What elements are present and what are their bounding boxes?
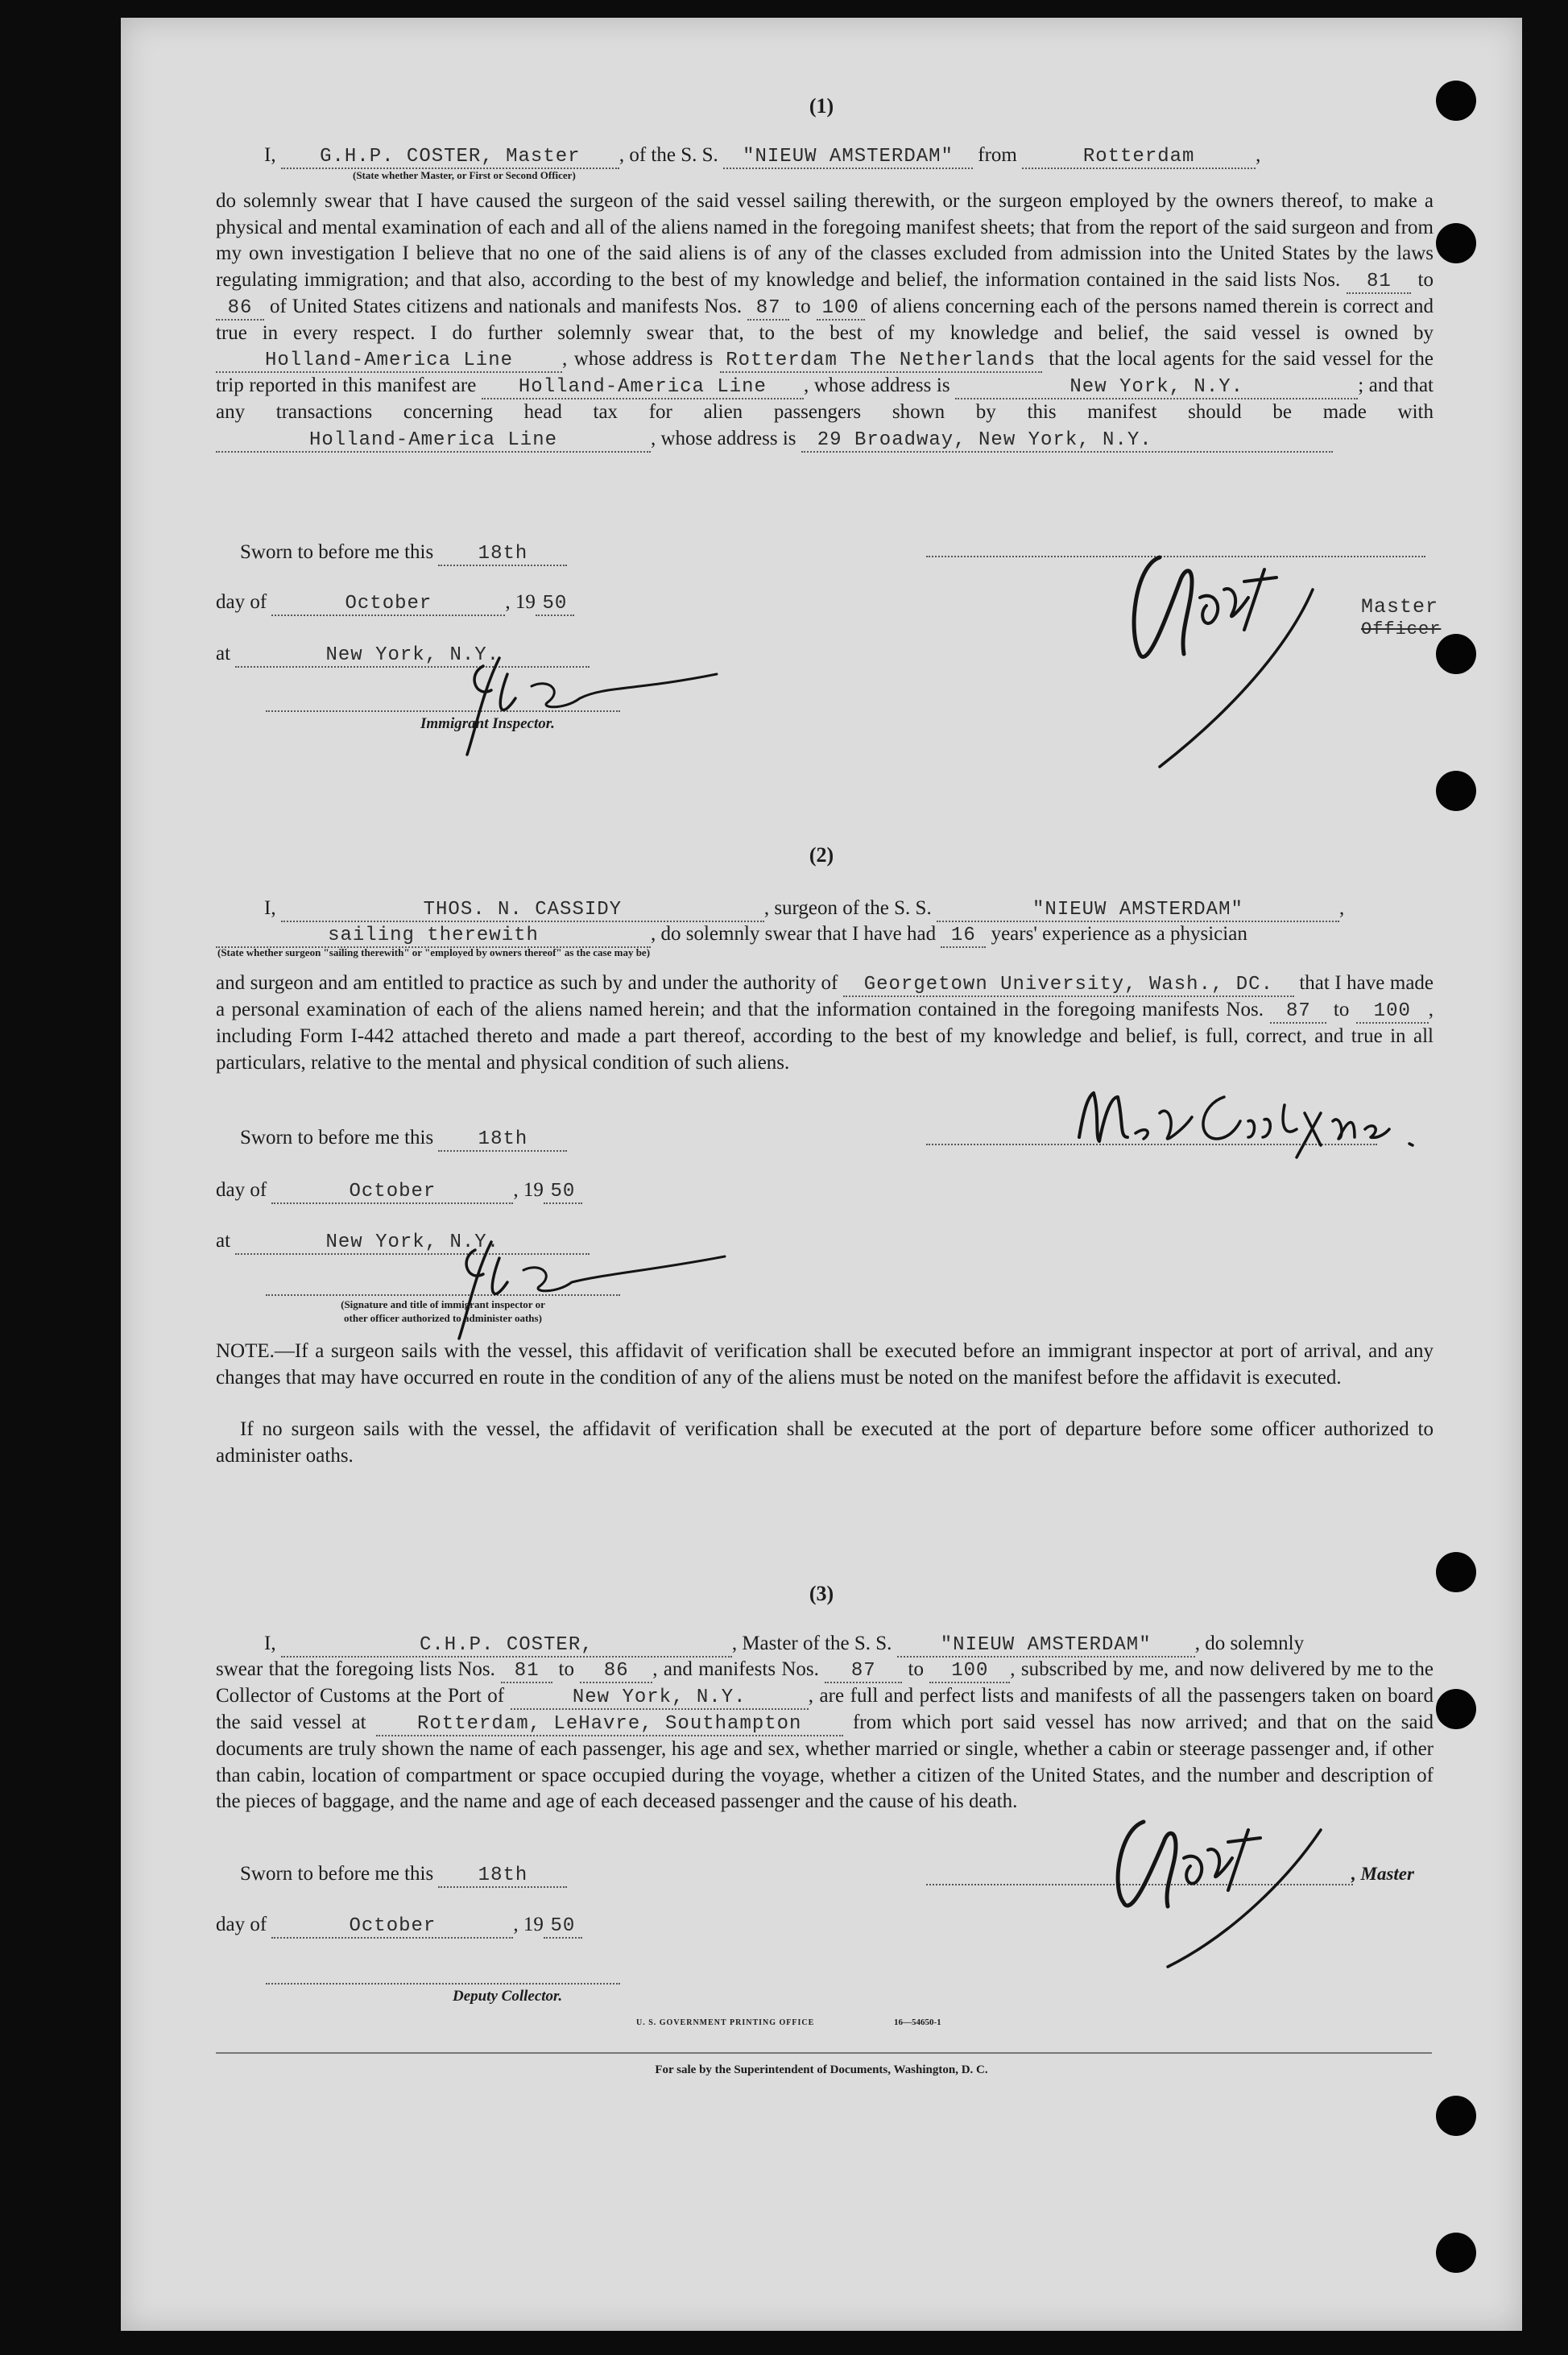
of-ss-text: , of the S. S.	[619, 144, 718, 166]
master-signature-mark-3	[1087, 1798, 1361, 1975]
binder-hole	[1436, 2233, 1476, 2273]
section-2-oath-paragraph	[216, 971, 1434, 1076]
oath-text: years' experience as a physician	[991, 923, 1247, 945]
to-text: to	[795, 295, 811, 317]
sworn-label: Sworn to before me this	[240, 1863, 434, 1885]
vessel-name-field: "NIEUW AMSTERDAM"	[723, 147, 973, 169]
section-2-second-line	[216, 921, 1247, 948]
oath-text: , are full and perfect lists and manifests of all the passengers taken on board the said vessel at	[216, 1685, 1434, 1733]
oath-text: and surgeon and am entitled to practice as such by and under the authority of	[216, 972, 838, 994]
section-2-first-line: I, THOS. N. CASSIDY , surgeon of the S. S. "NIEUW AMSTERDAM" ,	[264, 897, 1345, 921]
oath-text: swear that the foregoing lists Nos.	[216, 1658, 495, 1680]
oath-text: do solemnly swear that I have caused the surgeon of the said vessel sailing therewith, or the surgeon employed by the owners thereof, to make a physical and mental examination of each and all of the aliens named in the foregoing manifest sheets; that from the report of the said surgeon and from my own investigation I believe that no one of the said aliens is of any of the classes excluded from admission into the United States by the laws regulating immigration; and that also, according to the best of my knowledge and belief, the information contained in the said lists Nos.	[216, 190, 1434, 291]
sworn-day-field: 18th	[438, 1129, 567, 1152]
oath-text: ; and that any transactions concerning head tax for alien passengers shown by this manifest should be made with	[216, 375, 1434, 423]
sworn-line-1	[240, 540, 567, 566]
sailing-status-field: sailing therewith	[216, 925, 651, 948]
day-of-line-3	[216, 1912, 582, 1939]
section-1-rank-note: (State whether Master, or First or Second Officer)	[353, 169, 576, 181]
oath-text: whose address is	[813, 375, 950, 396]
oath-text: , do solemnly swear that I have had	[651, 923, 937, 945]
binder-hole	[1436, 771, 1476, 811]
year-prefix: , 19	[513, 1914, 544, 1935]
printing-office-label: U. S. GOVERNMENT PRINTING OFFICE	[636, 2018, 815, 2027]
oath-text: , and manifests Nos.	[652, 1658, 819, 1680]
from-label: from	[978, 144, 1017, 166]
at-label: at	[216, 643, 231, 664]
to-text: to	[1417, 268, 1434, 291]
section-1-oath-paragraph: do solemnly swear that I have caused the surgeon of the said vessel sailing therewith, or the surgeon employed by the owners thereof, to make a physical and mental examination of each and all of the aliens named in the foregoing manifest sheets; that from the report of the said surgeon and from my own investigation I believe that no one of the said aliens is of any of the classes excluded from admission into the United States by the laws regulating immigration; and that also, according to the best of my knowledge and belief, the information contained in the said lists Nos. 81 to 86 of United States citizens and nationals and manifests Nos. 87 to 100 of aliens concerning each of the persons named therein is correct and true in every respect. I do further solemnly swear that, to the best of my knowledge and belief, the said vessel is owned by Holland-America Line , whose address is Rotterdam The Netherlands that the local agents for the said vessel for the trip reported in this manifest are Holland-America Line , whose address is New York, N.Y. ; and that any transactions concerning head tax for alien passengers shown by this manifest should be made with Holland-America Line , whose address is 29 Broadway, New York, N.Y.	[216, 190, 1434, 451]
oath-text: , subscribed by me, and now delivered by me to the Collector of Customs at the Port of	[216, 1658, 1434, 1707]
section-3-first-line	[264, 1631, 1304, 1658]
day-of-label: day of	[216, 1914, 267, 1935]
manifest-affidavit-page	[121, 18, 1522, 2331]
vessel-name-field: "NIEUW AMSTERDAM"	[897, 1635, 1195, 1658]
sworn-line-2	[240, 1125, 567, 1152]
year-field: 50	[536, 594, 574, 616]
section-2-status-note: (State whether surgeon "sailing therewith" or "employed by owners thereof" as the case may be)	[217, 946, 651, 958]
surgeon-name-field: THOS. N. CASSIDY	[281, 900, 764, 922]
immigrant-inspector-caption: Immigrant Inspector.	[420, 715, 555, 732]
head-tax-field: Holland-America Line	[216, 430, 651, 453]
section-1-number: (1)	[809, 94, 834, 118]
sworn-day-field: 18th	[438, 1865, 567, 1888]
sworn-label: Sworn to before me this	[240, 1127, 434, 1149]
oath-text: of aliens concerning each of the persons named therein is correct and true in every respect. I do further solemnly swear that, to the best of my knowledge and belief, the said vessel is owned by	[216, 295, 1434, 344]
master-caption: Master	[1361, 595, 1439, 619]
sworn-label: Sworn to before me this	[240, 541, 434, 563]
oath-text: from which port said vessel has now arrived; and that on the said documents are truly shown the name of each passenger, his age and sex, whether married or single, whether a cabin or steerage passenger and, if other than cabin, location of compartment or space occupied during the voyage, whether a citizen of the United States, and the number and description of the pieces of baggage, and the name and age of each deceased passenger and the cause of his death.	[216, 1711, 1434, 1812]
day-of-label: day of	[216, 1179, 267, 1201]
master-caption-3: , Master	[1351, 1864, 1414, 1884]
day-of-line-1	[216, 590, 574, 616]
section-3-number: (3)	[809, 1582, 834, 1605]
collector-signature-line	[266, 1983, 620, 1985]
master-of-text: , Master of the S. S.	[731, 1633, 892, 1654]
to-text: to	[908, 1658, 924, 1680]
binder-hole	[1436, 1689, 1476, 1729]
lists-from-field: 81	[501, 1661, 552, 1683]
manifests-to-field: 100	[929, 1661, 1010, 1683]
manifests-to-field: 100	[817, 298, 865, 321]
officer-signature-caption-1: (Signature and title of immigrant inspector or	[341, 1298, 545, 1310]
year-field: 50	[544, 1182, 582, 1204]
note-label: NOTE.—	[216, 1340, 295, 1362]
binder-hole	[1436, 223, 1476, 263]
oath-text: , whose address is	[651, 427, 796, 449]
surgeon-signature-mark	[1055, 1081, 1425, 1161]
month-field: October	[271, 1182, 513, 1204]
form-code-label: 16—54650-1	[894, 2018, 941, 2027]
place-field: New York, N.Y.	[235, 645, 590, 668]
oath-text: , whose address is	[562, 348, 714, 370]
year-field: 50	[544, 1916, 582, 1939]
manifests-from-field: 87	[825, 1661, 902, 1683]
sworn-day-field: 18th	[438, 544, 567, 566]
for-sale-notice: For sale by the Superintendent of Documents, Washington, D. C.	[655, 2063, 988, 2076]
authority-field: Georgetown University, Wash., DC.	[843, 975, 1294, 997]
manifests-from-field: 87	[1270, 1001, 1326, 1024]
note-text: If a surgeon sails with the vessel, this affidavit of verification shall be executed before an immigrant inspector at port of arrival, and any changes that may have occurred en route in the condition of any of the aliens must be noted on the manifest before the affidavit is executed.	[216, 1340, 1434, 1389]
lists-to-field: 86	[580, 1661, 652, 1683]
officer-caption-struck: Officer	[1361, 619, 1442, 639]
ports-of-call-field: Rotterdam, LeHavre, Southampton	[376, 1714, 843, 1736]
footer-divider	[216, 2052, 1432, 2054]
master-name-field: C.H.P. COSTER,	[281, 1635, 732, 1658]
lead-text: I,	[264, 1633, 276, 1654]
binder-hole	[1436, 634, 1476, 674]
owner-field: Holland-America Line	[216, 350, 562, 373]
section-3-oath-paragraph	[216, 1657, 1434, 1815]
oath-text: of United States citizens and nationals and manifests Nos.	[270, 295, 743, 317]
head-tax-address-field: 29 Broadway, New York, N.Y.	[801, 430, 1333, 453]
departure-port-field: Rotterdam	[1022, 147, 1256, 169]
inspector-signature-mark	[451, 642, 725, 763]
binder-hole	[1436, 2096, 1476, 2136]
oath-text: that I have made a personal examination of each of the aliens named herein; and that the information contained in the foregoing manifests Nos.	[216, 972, 1434, 1020]
surgeon-of-text: , surgeon of the S. S.	[763, 897, 932, 919]
officer-signature-mark	[443, 1226, 733, 1347]
sworn-line-3	[240, 1861, 567, 1888]
deputy-collector-caption: Deputy Collector.	[453, 1988, 563, 2005]
month-field: October	[271, 1916, 513, 1939]
note-paragraph-2: If no surgeon sails with the vessel, the affidavit of verification shall be executed at the port of departure before some officer authorized to administer oaths.	[216, 1418, 1434, 1467]
manifests-from-field: 87	[747, 298, 789, 321]
day-of-label: day of	[216, 591, 267, 613]
day-of-line-2	[216, 1178, 582, 1204]
to-text: to	[558, 1658, 574, 1680]
agents-address-field: New York, N.Y.	[955, 377, 1358, 399]
section-2-number: (2)	[809, 843, 834, 867]
master-signature-mark	[1103, 533, 1377, 775]
manifests-to-field: 100	[1356, 1001, 1429, 1024]
at-label: at	[216, 1230, 231, 1252]
note-paragraph	[216, 1339, 1434, 1391]
section-1-first-line: I, G.H.P. COSTER, Master , of the S. S. "NIEUW AMSTERDAM" from Rotterdam ,	[264, 144, 1261, 168]
oath-text: that the local agents for the said vessel for the trip reported in this manifest are	[216, 348, 1434, 396]
years-experience-field: 16	[941, 925, 986, 948]
month-field: October	[271, 594, 505, 616]
master-name-field: G.H.P. COSTER, Master	[281, 147, 619, 169]
lists-to-field: 86	[216, 298, 264, 321]
owner-address-field: Rotterdam The Netherlands	[720, 350, 1042, 373]
officer-signature-caption-2: other officer authorized to administer oaths)	[344, 1312, 542, 1324]
lists-from-field: 81	[1347, 271, 1411, 294]
place-field: New York, N.Y.	[235, 1232, 590, 1255]
lead-text: I,	[264, 897, 276, 919]
lead-text: I,	[264, 144, 276, 166]
oath-text: , do solemnly	[1194, 1633, 1305, 1654]
year-prefix: , 19	[513, 1179, 544, 1201]
year-prefix: , 19	[505, 591, 536, 613]
agents-field: Holland-America Line	[482, 377, 804, 399]
customs-port-field: New York, N.Y.	[511, 1687, 809, 1710]
oath-text: , including Form I-442 attached thereto and made a part thereof, according to the best of my knowledge and belief, is full, correct, and true in all particulars, relative to the mental and physical condition of such aliens.	[216, 999, 1434, 1074]
to-text: to	[1333, 999, 1350, 1020]
vessel-name-field: "NIEUW AMSTERDAM"	[937, 900, 1339, 922]
